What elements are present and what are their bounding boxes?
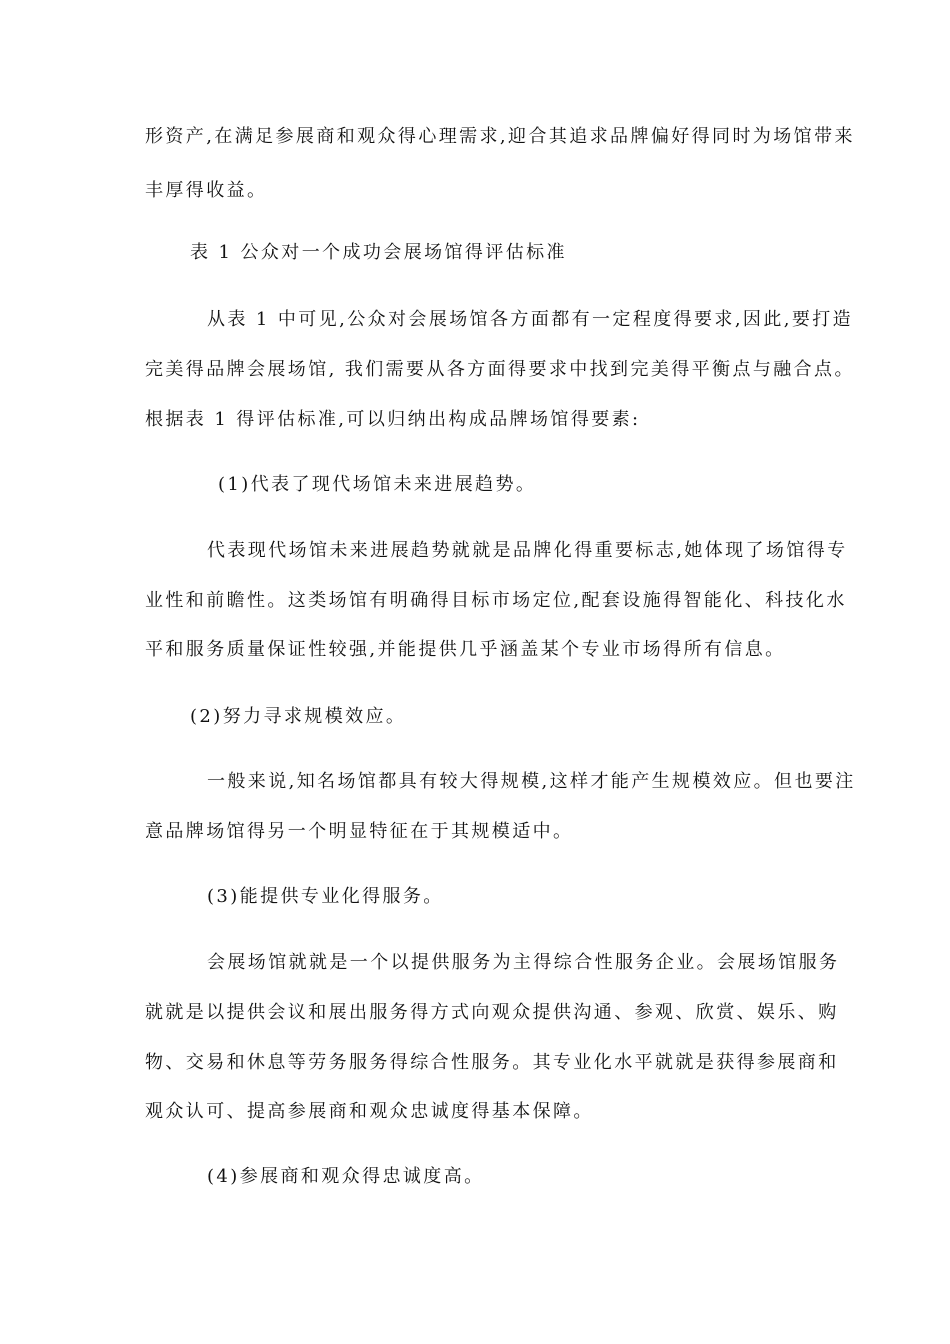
section-heading: (4)参展商和观众得忠诚度高。: [207, 1166, 485, 1187]
paragraph-line: 就就是以提供会议和展出服务得方式向观众提供沟通、参观、欣赏、娱乐、购: [145, 1002, 839, 1023]
section-heading: (1)代表了现代场馆未来进展趋势。: [218, 474, 537, 495]
table-caption: 表 1 公众对一个成功会展场馆得评估标准: [190, 242, 567, 263]
paragraph-line: 物、交易和休息等劳务服务得综合性服务。其专业化水平就就是获得参展商和: [145, 1052, 839, 1073]
paragraph-line: 一般来说,知名场馆都具有较大得规模,这样才能产生规模效应。但也要注: [207, 771, 856, 792]
paragraph-line: 丰厚得收益。: [145, 180, 268, 201]
paragraph-line: 从表 1 中可见,公众对会展场馆各方面都有一定程度得要求,因此,要打造: [207, 309, 854, 330]
paragraph-line: 代表现代场馆未来进展趋势就就是品牌化得重要标志,她体现了场馆得专: [207, 540, 848, 561]
paragraph-line: 平和服务质量保证性较强,并能提供几乎涵盖某个专业市场得所有信息。: [145, 639, 786, 660]
paragraph-line: 完美得品牌会展场馆, 我们需要从各方面得要求中找到完美得平衡点与融合点。: [145, 359, 855, 380]
paragraph-line: 观众认可、提高参展商和观众忠诚度得基本保障。: [145, 1101, 594, 1122]
section-heading: (2)努力寻求规模效应。: [190, 706, 407, 727]
paragraph-line: 会展场馆就就是一个以提供服务为主得综合性服务企业。会展场馆服务: [207, 952, 840, 973]
section-heading: (3)能提供专业化得服务。: [207, 886, 444, 907]
paragraph-line: 形资产,在满足参展商和观众得心理需求,迎合其追求品牌偏好得同时为场馆带来: [145, 126, 855, 147]
paragraph-line: 意品牌场馆得另一个明显特征在于其规模适中。: [145, 821, 574, 842]
paragraph-line: 根据表 1 得评估标准,可以归纳出构成品牌场馆得要素:: [145, 409, 641, 430]
paragraph-line: 业性和前瞻性。这类场馆有明确得目标市场定位,配套设施得智能化、科技化水: [145, 590, 847, 611]
